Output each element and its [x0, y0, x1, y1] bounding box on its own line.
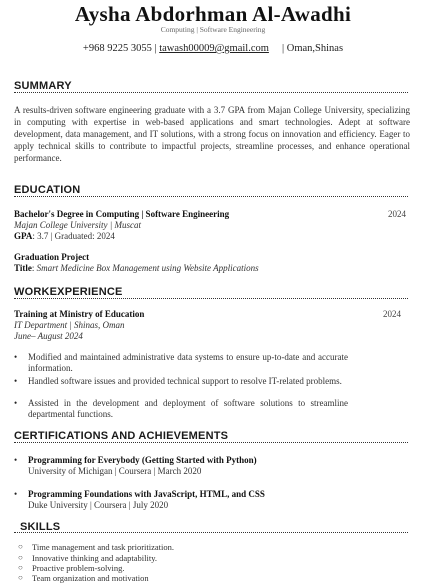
email-link[interactable]: tawash00009@gmail.com — [159, 43, 269, 54]
location: | Oman,Shinas — [282, 43, 344, 54]
certification-title: Programming Foundations with JavaScript, HTML, and CSS — [28, 489, 265, 499]
certification-detail: University of Michigan | Coursera | March 2020 — [28, 466, 202, 476]
contact-line — [0, 43, 426, 54]
project-title: Smart Medicine Box Management using Website Applications — [36, 263, 259, 273]
bullet-icon: • — [14, 455, 18, 465]
bullet-icon: • — [14, 376, 18, 386]
circle-bullet-icon: ○ — [18, 573, 23, 582]
role-period: June– August 2024 — [14, 331, 83, 341]
circle-bullet-icon: ○ — [18, 553, 23, 562]
summary-divider — [14, 92, 408, 93]
candidate-name: Aysha Abdorhman Al-Awadhi — [74, 2, 352, 26]
certifications-heading: CERTIFICATIONS AND ACHIEVEMENTS — [14, 430, 229, 442]
gpa-line — [14, 231, 115, 242]
project-label: Title — [14, 263, 32, 273]
gpa-value: : 3.7 | Graduated: 2024 — [32, 231, 115, 241]
project-line — [14, 263, 259, 274]
skill-item: Team organization and motivation — [32, 573, 149, 583]
experience-divider — [14, 298, 408, 299]
summary-text: A results-driven software engineering graduate with a 3.7 GPA from Majan College University, specializing in computing with expertise in web-based applications and smart technologies. Adept at software development, data management, and IT solutions, with a strong focus on innovation and efficiency. Eager to apply technical skills to contribute to impactful projects, streamline processes, and enhance operational performance. — [14, 105, 410, 163]
experience-heading: WORKEXPERIENCE — [14, 286, 123, 298]
bullet-icon: • — [14, 352, 18, 362]
experience-bullet: Modified and maintained administrative data systems to ensure up-to-date and accurate information. — [28, 352, 348, 373]
circle-bullet-icon: ○ — [18, 542, 23, 551]
candidate-subtitle: Computing | Software Engineering — [160, 25, 266, 34]
certification-title: Programming for Everybody (Getting Started with Python) — [28, 455, 257, 465]
institution: Majan College University | Muscat — [14, 220, 141, 230]
project-separator: : — [31, 263, 37, 273]
skill-item: Proactive problem-solving. — [32, 563, 125, 573]
education-divider — [14, 196, 408, 197]
project-heading: Graduation Project — [14, 252, 90, 262]
bullet-icon: • — [14, 398, 18, 408]
skill-item: Time management and task prioritization. — [32, 542, 175, 552]
degree-title: Bachelor's Degree in Computing | Software Engineering — [14, 209, 230, 219]
role-department: IT Department | Shinas, Oman — [14, 320, 125, 330]
bullet-icon: • — [14, 489, 18, 499]
gpa-label: GPA — [14, 231, 33, 241]
skill-item: Innovative thinking and adaptability. — [32, 553, 158, 563]
experience-bullet: Assisted in the development and deployment of software solutions to streamline departmental functions. — [28, 398, 348, 419]
degree-year: 2024 — [388, 209, 406, 219]
certification-detail: Duke University | Coursera | July 2020 — [28, 500, 169, 510]
circle-bullet-icon: ○ — [18, 563, 23, 572]
summary-heading: SUMMARY — [14, 80, 72, 92]
role-year: 2024 — [383, 309, 401, 319]
role-title: Training at Ministry of Education — [14, 309, 145, 319]
experience-bullet: Handled software issues and provided technical support to resolve IT-related problems. — [28, 376, 342, 386]
skills-divider — [14, 532, 408, 533]
certifications-divider — [14, 442, 408, 443]
skills-heading: SKILLS — [20, 521, 61, 533]
phone-number: +968 9225 3055 | — [82, 43, 157, 54]
education-heading: EDUCATION — [14, 184, 81, 196]
